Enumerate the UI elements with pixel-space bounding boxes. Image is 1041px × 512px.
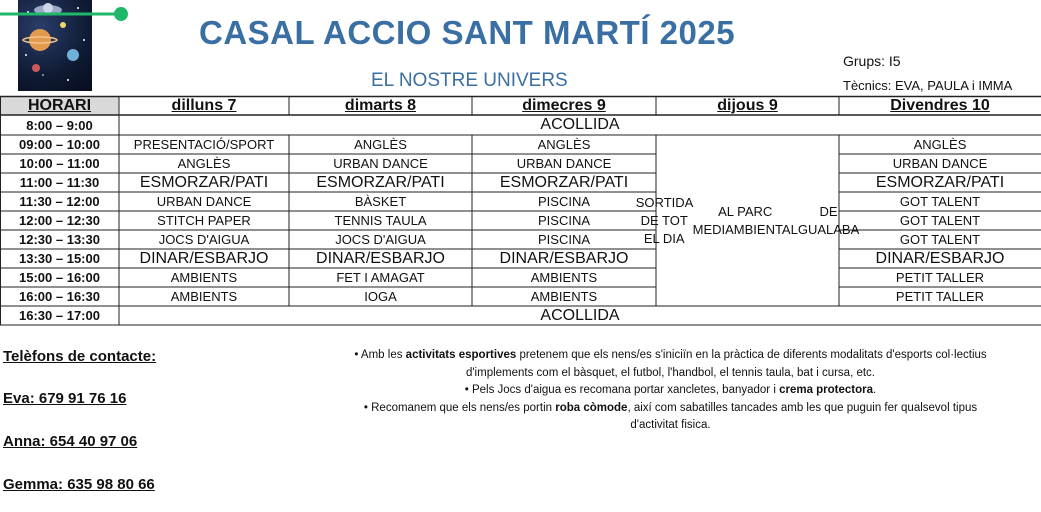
header-3 (472, 96, 656, 115)
activity-cell: AMBIENTS (170, 289, 238, 304)
activity-cell: STITCH PAPER (157, 213, 251, 228)
activity-cell: ANGLÈS (537, 137, 591, 152)
time-slot: 16:00 – 16:30 (19, 289, 100, 304)
activity-cell: ANGLÈS (177, 156, 231, 171)
schedule-table (0, 96, 1041, 328)
time-slot: 15:00 – 16:00 (19, 270, 100, 285)
acollida-cell: ACOLLIDA (540, 306, 620, 324)
notes-block (300, 347, 1041, 435)
excursion-cell (635, 135, 860, 306)
activity-cell: DINAR/ESBARJO (139, 249, 269, 267)
activity-cell: URBAN DANCE (516, 156, 612, 171)
green-line-decoration (0, 0, 140, 30)
phone-anna: Anna: 654 40 97 06 (3, 433, 138, 450)
note-clothing-line2: d'activitat fisica. (630, 419, 711, 431)
activity-cell: JOCS D'AIGUA (158, 232, 250, 247)
activity-cell: PETIT TALLER (895, 289, 985, 304)
activity-cell: DINAR/ESBARJO (875, 249, 1005, 267)
activity-cell: ANGLÈS (354, 137, 407, 152)
activity-cell: ESMORZAR/PATI (139, 173, 269, 191)
time-slot: 10:00 – 11:00 (19, 156, 100, 171)
note-sports: • Amb les activitats esportives pretenem que els nens/es s'iniciïn en la pràctica de diferents modalitats d'esports col·lectius (354, 349, 987, 361)
page-title: CASAL ACCIO SANT MARTÍ 2025 (199, 14, 736, 51)
activity-cell: ESMORZAR/PATI (316, 173, 445, 191)
excursion-line: AL PARC MEDIAMBIENTAL (692, 203, 798, 237)
activity-cell: AMBIENTS (530, 289, 598, 304)
technicians-label: Tècnics: EVA, PAULA i IMMA (843, 78, 1013, 93)
activity-cell: PISCINA (537, 232, 590, 247)
header-label: dimecres 9 (522, 96, 606, 114)
header-1 (119, 96, 289, 115)
activity-cell: PRESENTACIÓ/SPORT (133, 137, 275, 152)
acollida-cell: ACOLLIDA (540, 116, 620, 133)
activity-cell: ANGLÈS (913, 137, 967, 152)
page-subtitle: EL NOSTRE UNIVERS (371, 70, 568, 91)
activity-cell: PISCINA (537, 194, 590, 209)
activity-cell: ESMORZAR/PATI (499, 173, 629, 191)
activity-cell: BÀSKET (354, 194, 407, 209)
header-5 (839, 96, 1041, 115)
header-label: dimarts 8 (344, 96, 417, 114)
activity-cell: IOGA (364, 289, 397, 304)
group-label: Grups: I5 (843, 53, 901, 69)
excursion-line: DE GUALABA (797, 203, 860, 237)
excursion-line: SORTIDA DE TOT EL DIA (635, 194, 694, 246)
activity-cell: GOT TALENT (899, 194, 981, 209)
activity-cell: ESMORZAR/PATI (875, 173, 1005, 191)
activity-cell: URBAN DANCE (156, 194, 252, 209)
header-2 (289, 96, 472, 115)
activity-cell: GOT TALENT (899, 232, 981, 247)
activity-cell: TENNIS TAULA (334, 213, 427, 228)
note-water-games: • Pels Jocs d'aigua es recomana portar xancletes, banyador i crema protectora. (464, 384, 877, 396)
activity-cell: FET I AMAGAT (336, 270, 425, 285)
activity-cell: PISCINA (537, 213, 590, 228)
time-slot: 8:00 – 9:00 (26, 117, 93, 133)
header-label: HORARI (27, 96, 92, 114)
note-sports-line2: d'implements com el bàsquet, el futbol, l'handbol, el tennis taula, bat i cursa, etc. (465, 366, 876, 379)
phone-gemma: Gemma: 635 98 80 66 (3, 476, 155, 493)
activity-cell: DINAR/ESBARJO (499, 249, 629, 267)
time-slot: 12:00 – 12:30 (19, 213, 100, 228)
note-clothing: • Recomanem que els nens/es portin roba còmode, així com sabatilles tancades amb les que puguin fer qualsevol tipus (363, 401, 978, 414)
time-slot: 11:30 – 12:00 (19, 194, 100, 209)
activity-cell: AMBIENTS (170, 270, 238, 285)
phone-eva: Eva: 679 91 76 16 (3, 390, 127, 407)
activity-cell: GOT TALENT (899, 213, 981, 228)
activity-cell: AMBIENTS (530, 270, 598, 285)
activity-cell: PETIT TALLER (895, 270, 985, 285)
contacts-title: Telèfons de contacte: (3, 348, 157, 365)
time-slot: 09:00 – 10:00 (19, 137, 100, 152)
header-label: dijous 9 (717, 96, 778, 114)
time-slot: 11:00 – 11:30 (19, 175, 100, 190)
header-label: dilluns 7 (171, 96, 237, 114)
activity-cell: DINAR/ESBARJO (316, 249, 445, 267)
activity-cell: URBAN DANCE (892, 156, 988, 171)
header-4 (656, 96, 839, 115)
activity-cell: JOCS D'AIGUA (335, 232, 426, 247)
header-label: Divendres 10 (890, 96, 990, 114)
header-0 (0, 96, 119, 115)
time-slot: 12:30 – 13:30 (19, 232, 100, 247)
time-slot: 13:30 – 15:00 (19, 251, 100, 266)
time-slot: 16:30 – 17:00 (19, 308, 100, 323)
activity-cell: URBAN DANCE (333, 156, 428, 171)
